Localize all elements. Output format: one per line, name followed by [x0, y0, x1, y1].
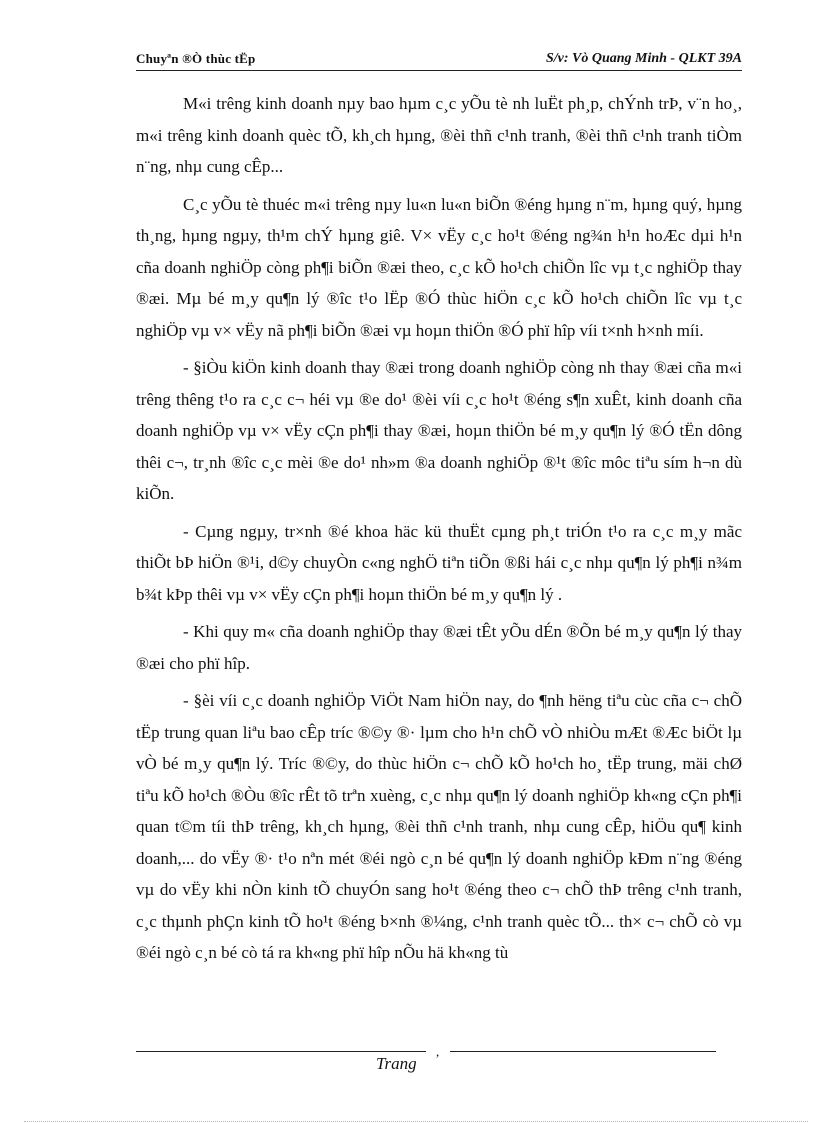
document-topic: Chuyªn ®Ò thùc tËp	[136, 51, 256, 66]
paragraph: C¸c yÕu tè thuéc m«i trêng nµy lu«n lu«n biÕn ®éng hµng n¨m, hµng quý, hµng th¸ng, hµng ngµy, th¹m chÝ hµng giê. V× vËy c¸c ho¹t ®éng ng¾n h¹n hoÆc dµi h¹n cña doanh nghiÖp còng ph¶i biÕn ®æi theo, c¸c kÕ ho¹ch chiÕn lîc vµ t¸c nghiÖp thay ®æi. Mµ bé m¸y qu¶n lý ®îc t¹o lËp ®Ó thùc hiÖn c¸c kÕ ho¹ch chiÕn lîc vµ t¸c nghiÖp vµ v× vËy nã ph¶i biÕn ®æi vµ hoµn thiÖn ®Ó phï hîp víi t×nh h×nh míi.	[136, 194, 742, 340]
page-label: Trang	[376, 1054, 417, 1073]
paragraph: - §èi víi c¸c doanh nghiÖp ViÖt Nam hiÖn nay, do ¶nh hëng tiªu cùc cña c¬ chÕ tËp trung quan liªu bao cÊp tríc ®©y ®· lµm cho h¹n chÕ vÒ nhiÒu mÆt ®Æc biÖt lµ vÒ bé m¸y qu¶n lý. Tríc ®©y, do thùc hiÖn c¬ chÕ kÕ ho¹ch ho¸ tËp trung, mäi chØ tiªu kÕ ho¹ch ®Òu ®îc rÊt tõ trªn xuèng, c¸c nhµ qu¶n lý doanh nghiÖp kh«ng cÇn ph¶i quan t©m tíi thÞ trêng, kh¸ch hµng, ®èi thñ c¹nh tranh, nhµ cung cÊp, hiÖu qu¶ kinh doanh,... do vËy ®· t¹o nªn mét ®éi ngò c¸n bé qu¶n lý doanh nghiÖp kÐm n¨ng ®éng vµ do vËy khi nÒn kinh tÕ chuyÓn sang ho¹t ®éng theo c¬ chÕ thÞ trêng c¹nh tranh, c¸c thµnh phÇn kinh tÕ ho¹t ®éng b×nh ®¼ng, c¹nh tranh quèc tÕ... th× c¬ chÕ cò vµ ®éi ngò c¸n bé cò tá ra kh«ng phï hîp nÕu hä kh«ng tù	[136, 691, 742, 962]
paragraph: - Khi quy m« cña doanh nghiÖp thay ®æi tÊt yÕu dÉn ®Õn bé m¸y qu¶n lý thay ®æi cho phï hîp.	[136, 622, 742, 673]
paragraph: M«i trêng kinh doanh nµy bao hµm c¸c yÕu tè nh luËt ph¸p, chÝnh trÞ, v¨n ho¸, m«i trêng kinh doanh quèc tÕ, kh¸ch hµng, ®èi thñ c¹nh tranh, ®èi thñ c¹nh tranh tiÒm n¨ng, nhµ cung cÊp...	[136, 94, 742, 176]
student-name: S/v: Vò Quang Minh - QLKT 39A	[545, 51, 742, 66]
footer-mark: ,	[436, 1044, 440, 1059]
header-divider	[136, 70, 742, 71]
footer-divider	[136, 1051, 426, 1052]
paragraph: - Cµng ngµy, tr×nh ®é khoa häc kü thuËt cµng ph¸t triÓn t¹o ra c¸c m¸y mãc thiÕt bÞ hiÖn ®¹i, d©y chuyÒn c«ng nghÖ tiªn tiÕn ®ßi hái c¸c nhµ qu¶n lý ph¶i n¾m b¾t kÞp thêi vµ v× vËy cÇn ph¶i hoµn thiÖn bé m¸y qu¶n lý .	[136, 521, 742, 604]
page-edge	[24, 1121, 808, 1122]
main-content	[136, 88, 742, 975]
footer-divider	[450, 1051, 716, 1052]
paragraph: - §iÒu kiÖn kinh doanh thay ®æi trong doanh nghiÖp còng nh thay ®æi cña m«i trêng thêng t¹o ra c¸c c¬ héi vµ ®e do¹ ®èi víi c¸c ho¹t ®éng s¶n xuÊt, kinh doanh cña doanh nghiÖp vµ v× vËy cÇn ph¶i thay ®æi, hoµn thiÖn bé m¸y qu¶n lý ®Ó tËn dông thêi c¬, tr¸nh ®îc c¸c mèi ®e do¹ nh»m ®a doanh nghiÖp ®¹t ®îc môc tiªu sím h¬n dù kiÕn.	[136, 358, 742, 503]
